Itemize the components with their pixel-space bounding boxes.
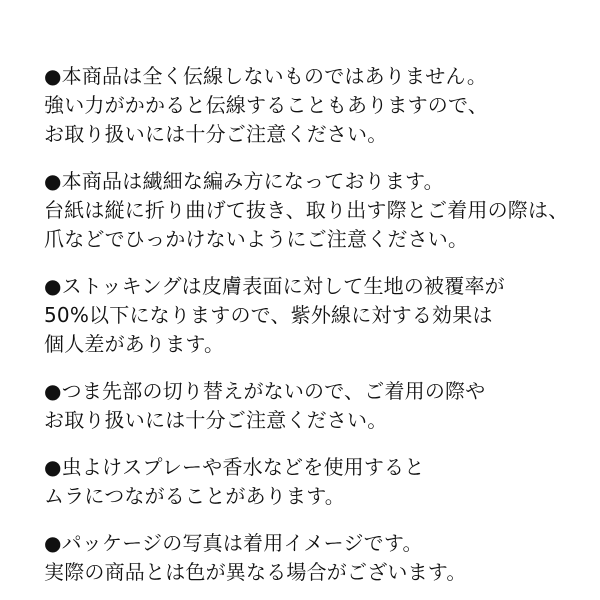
notice-list xyxy=(44,62,584,587)
notice-line: 爪などでひっかけないようにご注意ください。 xyxy=(44,227,469,251)
notice-item-package-photo xyxy=(44,529,584,587)
notice-line: ●虫よけスプレーや香水などを使用すると xyxy=(44,455,425,479)
notice-line: ●パッケージの写真は着用イメージです。 xyxy=(44,531,423,555)
notice-item-spray-perfume xyxy=(44,453,584,511)
notice-line: 台紙は縦に折り曲げて抜き、取り出す際とご着用の際は、 xyxy=(44,198,569,222)
notice-line: 実際の商品とは色が異なる場合がございます。 xyxy=(44,560,467,584)
notice-line: お取り扱いには十分ご注意ください。 xyxy=(44,408,388,432)
notice-line: 50%以下になりますので、紫外線に対する効果は xyxy=(44,303,493,327)
notice-item-delicate-knit xyxy=(44,167,584,254)
notice-line: ●本商品は全く伝線しないものではありません。 xyxy=(44,64,488,88)
notice-line: ●つま先部の切り替えがないので、ご着用の際や xyxy=(44,379,486,403)
notice-item-toe-section xyxy=(44,377,584,435)
notice-item-run-resistance xyxy=(44,62,584,149)
notice-line: お取り扱いには十分ご注意ください。 xyxy=(44,122,388,146)
notice-line: 個人差があります。 xyxy=(44,332,225,356)
notice-line: ムラにつながることがあります。 xyxy=(44,484,345,508)
notice-item-uv-coverage xyxy=(44,272,584,359)
notice-line: ●ストッキングは皮膚表面に対して生地の被覆率が xyxy=(44,274,505,298)
notice-line: ●本商品は繊細な編み方になっております。 xyxy=(44,169,444,193)
notice-line: 強い力がかかると伝線することもありますので、 xyxy=(44,93,488,117)
